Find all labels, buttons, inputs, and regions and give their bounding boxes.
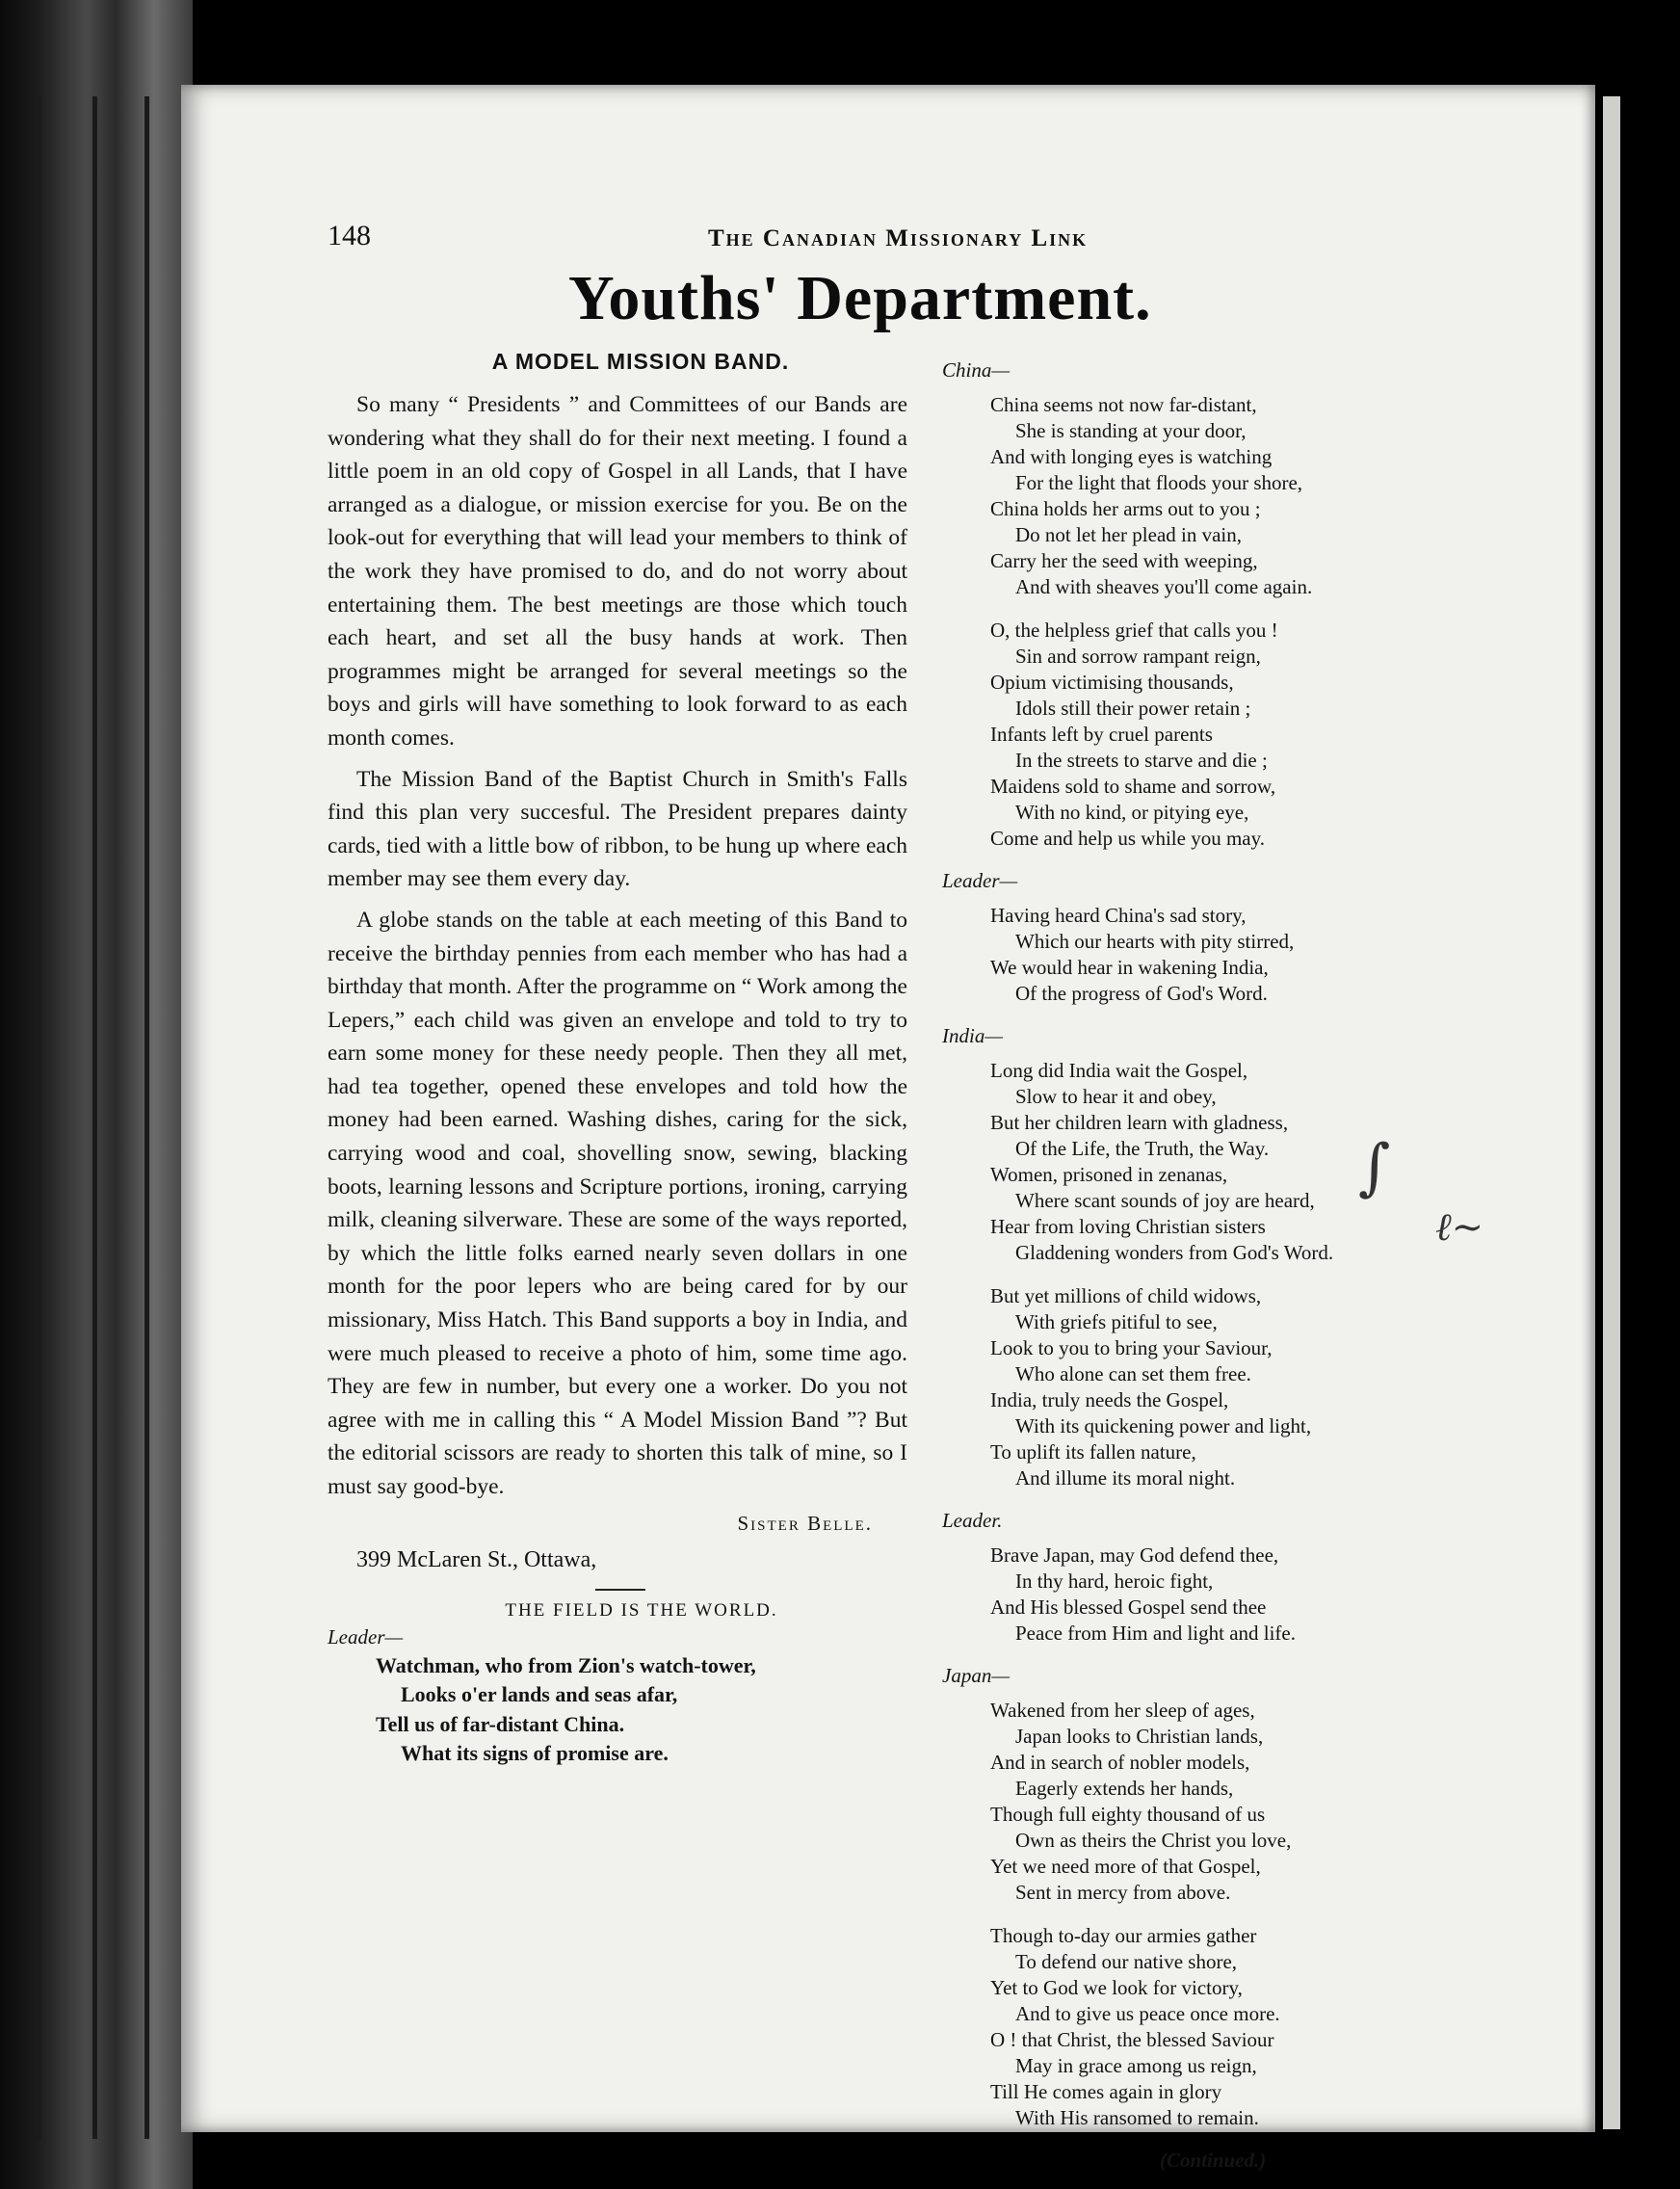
poem-line: With no kind, or pitying eye, <box>1015 801 1249 824</box>
poem-stanza <box>942 1543 1482 1647</box>
poem-line: Opium victimising thousands, <box>990 671 1234 694</box>
right-column <box>942 353 1482 2173</box>
handwritten-margin-mark: ℓ∼ <box>1435 1205 1484 1250</box>
poem-line: In the streets to starve and die ; <box>1015 749 1268 772</box>
poem-line: Of the progress of God's Word. <box>1015 982 1268 1005</box>
poem-stanza <box>942 1283 1482 1491</box>
poem-line: But her children learn with gladness, <box>990 1111 1289 1134</box>
poem-speaker: Leader— <box>942 869 1018 892</box>
poem-line: China seems not now far-distant, <box>990 393 1257 416</box>
poem-line: India, truly needs the Gospel, <box>990 1388 1229 1411</box>
poem-line: But yet millions of child widows, <box>990 1284 1262 1307</box>
poem-line: Tell us of far-distant China. <box>376 1711 625 1736</box>
poem-line: Till He comes again in glory <box>990 2080 1222 2103</box>
poem-line: She is standing at your door, <box>1015 419 1247 442</box>
poem-line: Sent in mercy from above. <box>1015 1881 1231 1904</box>
poem-line: And His blessed Gospel send thee <box>990 1596 1267 1619</box>
page-header <box>328 220 1426 262</box>
poem-line: Long did India wait the Gospel, <box>990 1059 1248 1082</box>
continued-note: (Continued.) <box>1160 2149 1267 2172</box>
article-paragraph: A globe stands on the table at each meeting of this Band to receive the birthday pennies from each member who has had a birthday that month. After the programme on “ Work among the Lepers,” each child was given an envelope and told to try to earn some money for these needy people. Then they all met, had tea together, opened these envelopes and told how the money had been earned. Washing dishes, caring for the sick, carrying wood and coal, shovelling snow, sewing, blacking boots, learning lessons and Scripture portions, ironing, carrying milk, cleaning silverware. These are some of the ways reported, by which the little folks earned nearly seven dollars in one month for the poor lepers who are being cared for by our missionary, Miss Hatch. This Band supports a boy in India, and were much pleased to receive a photo of him, some time ago. They are few in number, but every one a worker. Do you not agree with me in calling this “ A Model Mission Band ”? But the editorial scissors are ready to shorten this talk of mine, so I must say good-bye. <box>328 907 907 1499</box>
poem-line: And with sheaves you'll come again. <box>1015 575 1313 598</box>
divider <box>595 1589 645 1591</box>
page-right-edge <box>1603 96 1620 2129</box>
poem-line: Infants left by cruel parents <box>990 723 1213 746</box>
poem-line: Yet to God we look for victory, <box>990 1976 1243 1999</box>
poem-line: Looks o'er lands and seas afar, <box>401 1682 678 1707</box>
poem-line: And with longing eyes is watching <box>990 445 1273 468</box>
poem-speaker: Leader. <box>942 1509 1003 1532</box>
department-title: Youths' Department. <box>568 263 1152 333</box>
poem-speaker: China— <box>942 358 1011 382</box>
poem-line: With His ransomed to remain. <box>1015 2106 1259 2129</box>
poem-line: Look to you to bring your Saviour, <box>990 1336 1273 1359</box>
poem-line: Wakened from her sleep of ages, <box>990 1699 1255 1722</box>
page-number: 148 <box>328 220 371 251</box>
poem-stanza <box>942 1923 1482 2131</box>
article-heading: A MODEL MISSION BAND. <box>491 349 790 374</box>
poem-line: Who alone can set them free. <box>1015 1362 1251 1385</box>
poem-line: Where scant sounds of joy are heard, <box>1015 1189 1315 1212</box>
poem-line: We would hear in wakening India, <box>990 956 1269 979</box>
poem-stanza <box>942 392 1482 600</box>
poem-speaker: India— <box>942 1024 1003 1047</box>
poem-line: Own as theirs the Christ you love, <box>1015 1829 1292 1852</box>
running-title: The Canadian Missionary Link <box>708 225 1089 251</box>
poem-line: Do not let her plead in vain, <box>1015 523 1243 546</box>
poem-line: May in grace among us reign, <box>1015 2054 1257 2077</box>
poem-line: Brave Japan, may God defend thee, <box>990 1543 1279 1567</box>
poem-line: Women, prisoned in zenanas, <box>990 1163 1228 1186</box>
poem-line: Sin and sorrow rampant reign, <box>1015 645 1261 668</box>
poem-line: Japan looks to Christian lands, <box>1015 1725 1264 1748</box>
poem-line: Of the Life, the Truth, the Way. <box>1015 1137 1270 1160</box>
poem-line: Idols still their power retain ; <box>1015 697 1251 720</box>
poem-line: For the light that floods your shore, <box>1015 471 1303 494</box>
poem-line: What its signs of promise are. <box>401 1741 669 1766</box>
poem-line: Yet we need more of that Gospel, <box>990 1855 1261 1878</box>
left-column <box>328 349 907 1769</box>
poem-line: Maidens sold to shame and sorrow, <box>990 775 1276 798</box>
signature: Sister Belle. <box>737 1511 873 1535</box>
poem-heading: THE FIELD IS THE WORLD. <box>505 1599 778 1621</box>
poem-line: Gladdening wonders from God's Word. <box>1015 1241 1334 1264</box>
poem-line: O ! that Christ, the blessed Saviour <box>990 2028 1274 2051</box>
poem-line: And in search of nobler models, <box>990 1751 1250 1774</box>
handwritten-margin-mark: ∫ <box>1358 1132 1391 1203</box>
poem-line: And illume its moral night. <box>1015 1466 1236 1490</box>
binding-line <box>144 96 149 2139</box>
poem-stanza <box>942 618 1482 852</box>
poem-stanza <box>942 903 1482 1007</box>
poem-line: Carry her the seed with weeping, <box>990 549 1258 572</box>
article-paragraph: The Mission Band of the Baptist Church in Smith's Falls find this plan very succesful. The President prepares dainty cards, tied with a little bow of ribbon, to be hung up where each member may see them every day. <box>328 766 907 892</box>
poem-line: China holds her arms out to you ; <box>990 497 1261 520</box>
poem-line: Eagerly extends her hands, <box>1015 1777 1234 1800</box>
address: 399 McLaren St., Ottawa, <box>356 1546 597 1572</box>
poem-line: Though to-day our armies gather <box>990 1924 1257 1947</box>
poem-line: With its quickening power and light, <box>1015 1414 1312 1437</box>
poem-line: Though full eighty thousand of us <box>990 1803 1266 1826</box>
binding-line <box>37 96 41 2139</box>
binding-line <box>92 96 97 2139</box>
poem-stanza <box>328 1651 907 1769</box>
poem-line: To defend our native shore, <box>1015 1950 1238 1973</box>
poem-line: Watchman, who from Zion's watch-tower, <box>376 1652 756 1677</box>
poem-line: To uplift its fallen nature, <box>990 1440 1196 1464</box>
poem-stanza <box>942 1058 1482 1266</box>
poem-stanza <box>942 1698 1482 1906</box>
poem-line: Hear from loving Christian sisters <box>990 1215 1266 1238</box>
poem-line: Which our hearts with pity stirred, <box>1015 930 1295 953</box>
poem-line: Come and help us while you may. <box>990 827 1266 850</box>
poem-line: Slow to hear it and obey, <box>1015 1085 1217 1108</box>
poem-speaker: Japan— <box>942 1664 1010 1687</box>
poem-line: Having heard China's sad story, <box>990 904 1247 927</box>
poem-line: Peace from Him and light and life. <box>1015 1622 1296 1645</box>
poem-speaker: Leader— <box>328 1624 404 1648</box>
poem-line: And to give us peace once more. <box>1015 2002 1280 2025</box>
poem-line: In thy hard, heroic fight, <box>1015 1569 1214 1593</box>
poem-line: O, the helpless grief that calls you ! <box>990 619 1278 642</box>
poem-line: With griefs pitiful to see, <box>1015 1310 1218 1333</box>
article-paragraph: So many “ Presidents ” and Committees of our Bands are wondering what they shall do for their next meeting. I found a little poem in an old copy of Gospel in all Lands, that I have arranged as a dialogue, or mission exercise for you. Be on the look-out for everything that will lead your members to think of the work they have promised to do, and do not worry about entertaining them. The best meetings are those which touch each heart, and set all the busy hands at work. Then programmes might be arranged for several meetings so the boys and girls will have something to look forward to as each month comes. <box>328 392 907 751</box>
